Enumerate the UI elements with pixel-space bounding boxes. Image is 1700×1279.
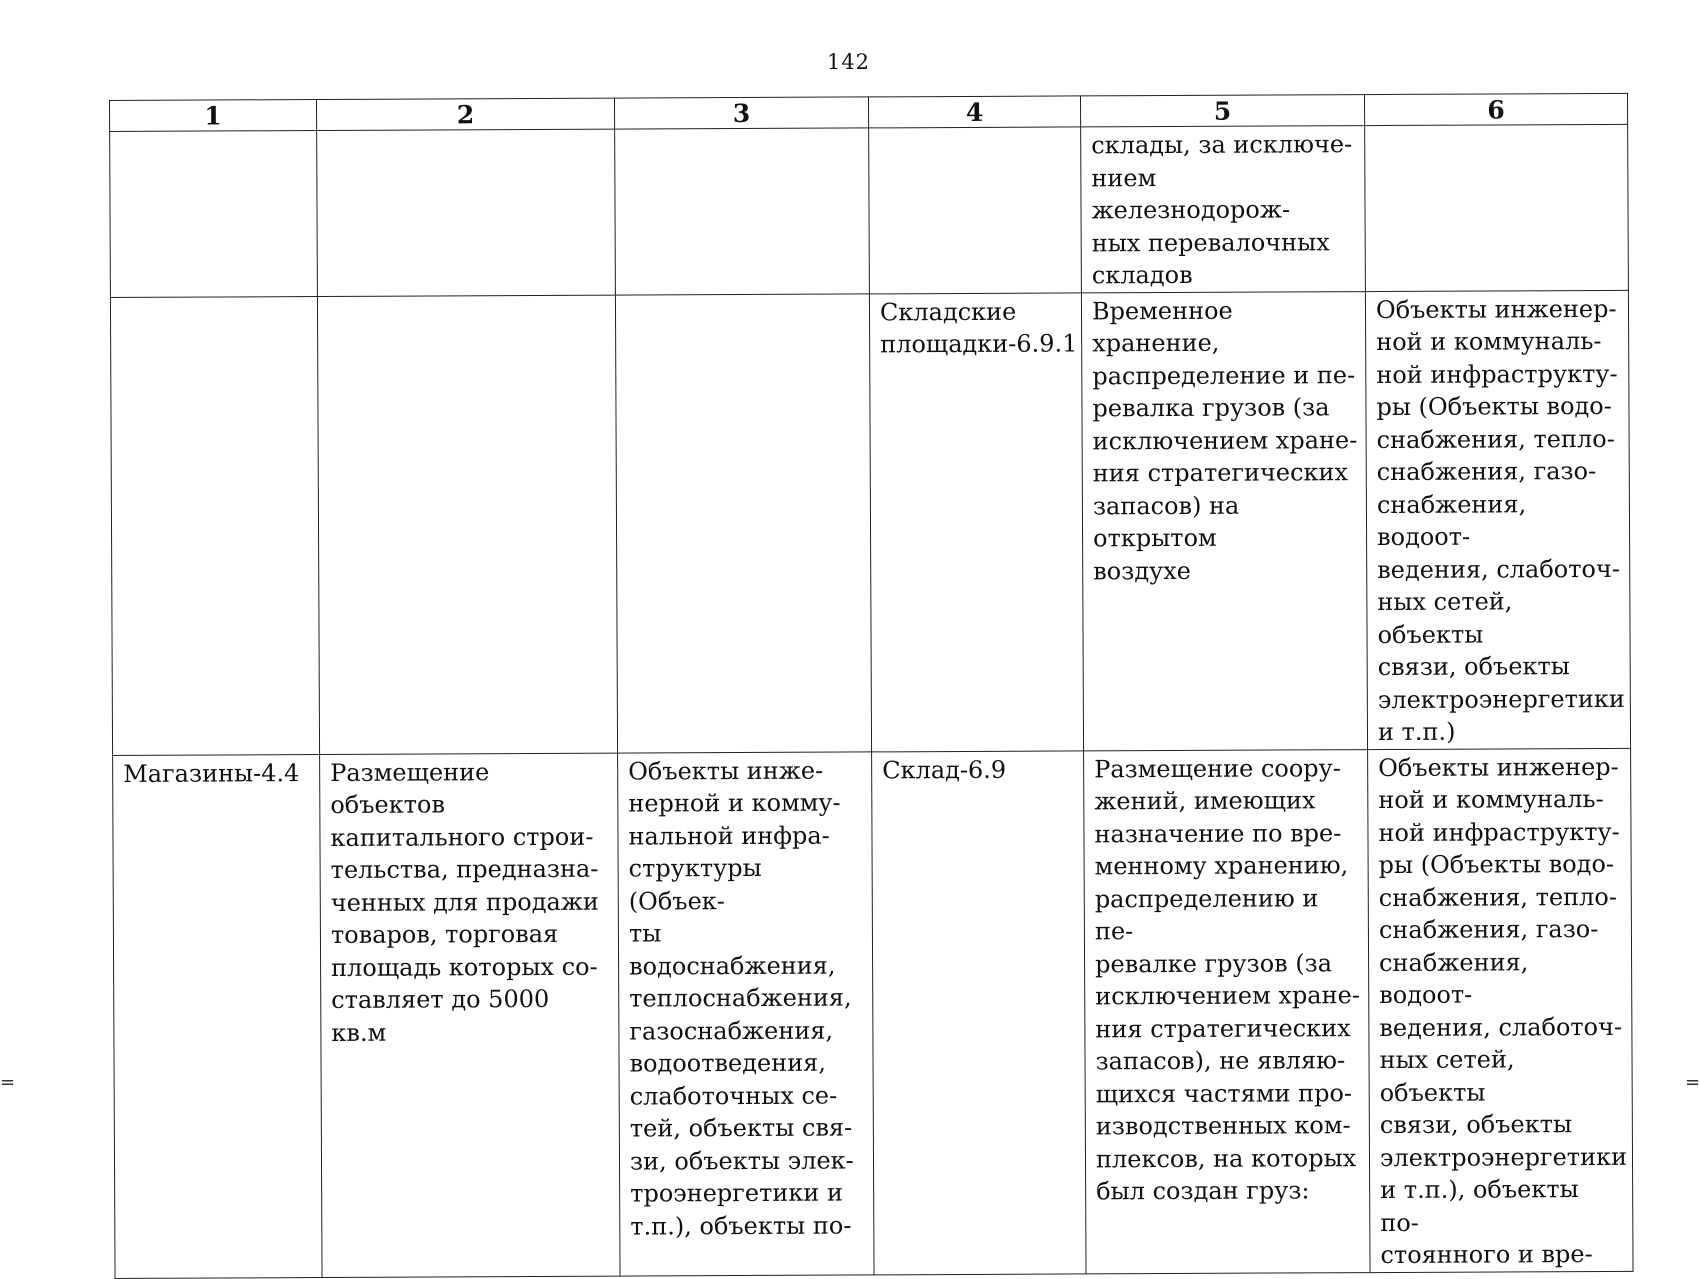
table-cell: Размещение соору- жений, имеющих назначение по вре- менному хранению, распределению и пе- ревалке грузов (за исключением хране- ния стратегических запасов), не являю- щихся частями про- изводственных ком- плексов, на которых был создан груз: [1084, 749, 1370, 1273]
column-header-2: 2 [317, 98, 615, 130]
table-cell: склады, за исключе- нием железнодорож- ных перевалочных складов [1081, 126, 1366, 293]
table-cell [615, 293, 871, 752]
column-header-5: 5 [1080, 95, 1364, 127]
table-cell [110, 131, 318, 297]
column-header-1: 1 [110, 100, 317, 132]
table-row [110, 290, 1630, 755]
table-cell [1365, 124, 1629, 291]
table-cell: Объекты инженер- ной и коммуналь- ной инфраструкту- ры (Объекты водо- снабжения, тепло- снабжения, газо- снабжения, водоот- ведения, слаботоч- ных сетей, объекты связи, объекты электроэнергетики и т.п.) [1365, 290, 1630, 749]
table-cell [869, 127, 1082, 293]
page-number: 142 [826, 50, 871, 74]
table-cell [110, 296, 319, 755]
table-cell: Временное хранение, распределение и пе- ревалка грузов (за исключением хране- ния стратегических запасов) на открытом воздухе [1081, 291, 1367, 750]
table-cell: Размещение объектов капитального строи- тельства, предназна- ченных для продажи товаров, торговая площадь которых со- ставляет до 5000 кв.м [320, 753, 620, 1277]
right-margin-mark: = [1685, 1072, 1700, 1093]
table-cell: Объекты инженер- ной и коммуналь- ной инфраструкту- ры (Объекты водо- снабжения, тепло- снабжения, газо- снабжения, водоот- ведения, слаботоч- ных сетей, объекты связи, объекты электроэнергетики и т.п.), объекты по- стоянного и вре- [1368, 748, 1633, 1272]
table-cell: Объекты инже- нерной и комму- нальной инфра- структуры (Объек- ты водоснабжения, теплоснабжения, газоснабжения, водоотведения, слаботочных се- тей, объекты свя- зи, объекты элек- троэнергетики и т.п.), объекты по- [618, 751, 874, 1275]
table-cell [615, 128, 870, 295]
column-header-6: 6 [1364, 93, 1627, 125]
table-cell [317, 295, 617, 754]
table-cell: Магазины-4.4 [113, 754, 322, 1278]
table-cell [317, 129, 616, 296]
table-cell: Складские площадки-6.9.1 [869, 292, 1083, 751]
table-row [113, 748, 1633, 1278]
table-cell: Склад-6.9 [872, 750, 1086, 1274]
column-header-4: 4 [868, 96, 1080, 128]
column-header-3: 3 [614, 97, 868, 129]
left-margin-mark: = [0, 1072, 16, 1093]
land-use-table [109, 93, 1634, 1279]
table-row [110, 124, 1629, 297]
